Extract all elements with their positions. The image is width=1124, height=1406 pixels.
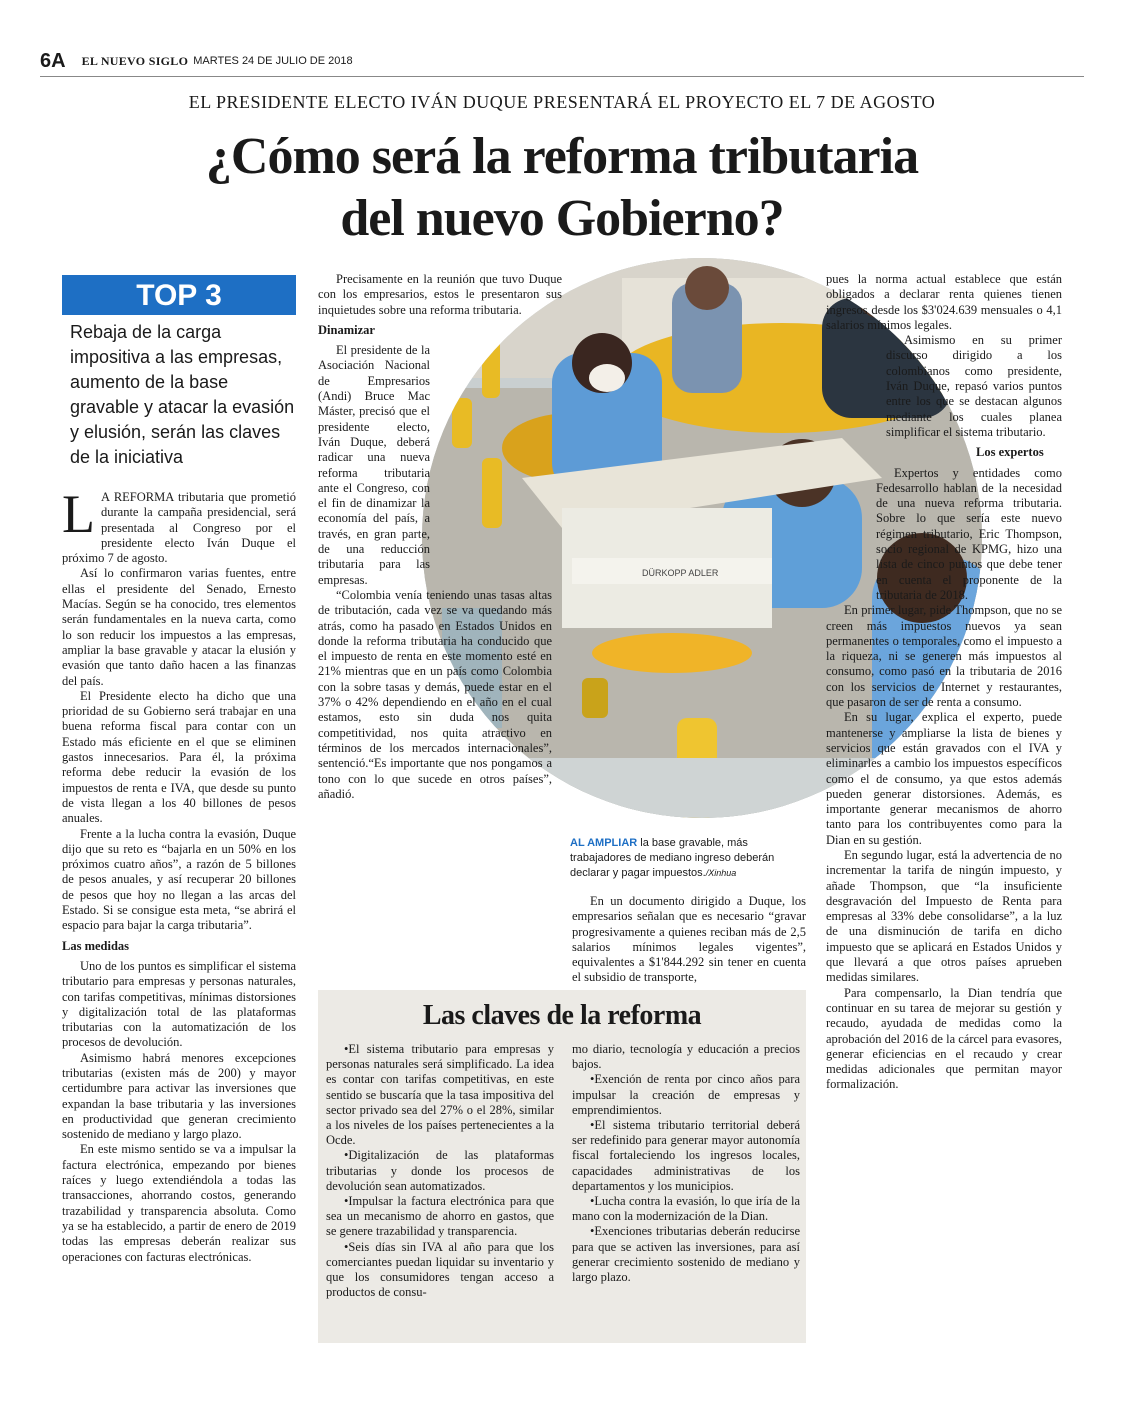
machine-brand-label: DÜRKOPP ADLER bbox=[642, 568, 719, 578]
subhead-medidas: Las medidas bbox=[62, 938, 130, 953]
key-point: •Impulsar la factura electrónica para que sea un mecanismo de ahorro en gastos, que se genere trazabilidad y transparencia. bbox=[326, 1194, 554, 1239]
subhead-expertos: Los expertos bbox=[976, 445, 1044, 460]
box-column-right bbox=[572, 1042, 800, 1285]
paragraph: “Colombia venía teniendo unas tasas altas de tributación, cada vez se va quedando más atrás, como ha pasado en Estados Unidos en donde la reforma tributaria ha conducido que el impuesto de renta en este momento esté en 21% mientras que en un país como Colombia con la sobre tasas y demás, puede estar en el 37% o 42% dependiendo en el año en el cual estamos, esto sin duda nos quita competitividad, nos quita atractivo en términos de los mercados internacionales”, sentenció.“Es importante que nos pongamos a tono con lo que sucede en otros países”, añadió. bbox=[318, 587, 552, 801]
key-points-box bbox=[318, 990, 806, 1343]
subhead-dinamizar: Dinamizar bbox=[318, 322, 375, 337]
key-point: •El sistema tributario para empresas y personas naturales será simplificado. La idea es contar con tarifas competitivas, en este sentido se buscaría que la tasa impositiva del sector privado sea del 27% o el 28%, similar a los niveles de los países pertenecientes a la Ocde. bbox=[326, 1042, 554, 1148]
paragraph: Uno de los puntos es simplificar el sistema tributario para empresas y personas naturales, con tarifas competitivas, mínimas distorsiones y digitalización total de las plataformas tributarias con la automatización de los procesos de devolución. bbox=[62, 958, 296, 1050]
box-column-left bbox=[326, 1042, 554, 1300]
paragraph: Asimismo en su primer discurso dirigido a los colombianos como presidente, Iván Duque, repasó varios puntos entre los que se destacan algunos mediante los cuales planea simplificar el sistema tributario. bbox=[886, 333, 1062, 439]
paragraph: Para compensarlo, la Dian tendría que continuar en su tarea de mejorar su gestión y recaudo, ayudada de medidas como la aprobación del 2016 de la cárcel para evasores, generar eficiencias en el recaudo y crear medidas adicionales que permitan mayor formalización. bbox=[826, 985, 1062, 1092]
article-column-3 bbox=[572, 894, 806, 986]
drop-cap: L bbox=[62, 484, 95, 544]
article-column-2 bbox=[318, 272, 562, 802]
paragraph: En este mismo sentido se va a impulsar la factura electrónica, empezando por bienes raíces y luego extendiéndola a todas las transacciones, ahorrando costos, generando trazabilidad y transparencia absoluta. Como ya se ha establecido, a partir de enero de 2019 todas las empresas deberán realizar sus operaciones con facturas electrónicas. bbox=[62, 1142, 296, 1264]
paragraph: El presidente de la Asociación Nacional de Empresarios (Andi) Bruce Mac Máster, precisó que el presidente electo, Iván Duque, deberá radicar una nueva reforma tributaria ante el Congreso, con el fin de dinamizar la economía del país, a través, en gran parte, de una reducción tributaria para las empresas. bbox=[318, 343, 430, 587]
article-column-1 bbox=[62, 484, 296, 1265]
article-headline bbox=[60, 126, 1064, 250]
page-number: 6A bbox=[40, 50, 66, 72]
article-kicker: EL PRESIDENTE ELECTO IVÁN DUQUE PRESENTARÁ EL PROYECTO EL 7 DE AGOSTO bbox=[188, 92, 936, 112]
paragraph: Expertos y entidades como Fedesarrollo hablan de la necesidad de una nueva reforma tributaria. Sobre lo que sería este nuevo régimen tributario, Eric Thompson, socio regional de KPMG, hizo una lista de cinco puntos que debe tener en cuenta el proponente de la tributaria de 2018. bbox=[876, 465, 1062, 602]
paragraph: pues la norma actual establece que están obligados a declarar renta quienes tienen ingresos desde los $3'024.639 mensuales o 4,1 salarios mínimos legales. bbox=[826, 272, 1062, 332]
photo-credit: /Xinhua bbox=[705, 868, 737, 878]
key-point: •Lucha contra la evasión, lo que iría de la mano con la modernización de la Dian. bbox=[572, 1194, 800, 1224]
paragraph: Precisamente en la reunión que tuvo Duque con los empresarios, estos le presentaron sus inquietudes sobre una reforma tributaria. bbox=[318, 272, 562, 317]
key-point-continuation: mo diario, tecnología y educación a precios bajos. bbox=[572, 1042, 800, 1072]
key-point: •Seis días sin IVA al año para que los comerciantes puedan liquidar su inventario y que los consumidores tengan acceso a productos de consu- bbox=[326, 1239, 554, 1300]
newspaper-name: EL NUEVO SIGLO bbox=[81, 54, 189, 68]
paragraph: El Presidente electo ha dicho que una prioridad de su Gobierno será trabajar en una buena reforma fiscal para contar con un Estado más eficiente en el que se eliminen gastos innecesarios. Para él, la próxima reforma debe reducir la evasión de los impuestos de renta e IVA, que desde su punto de vista llegan a los 40 billones de pesos anuales. bbox=[62, 688, 296, 826]
box-title: Las claves de la reforma bbox=[422, 1000, 702, 1031]
paragraph: Asimismo habrá menores excepciones tributarias (existen más de 200) y mayor certidumbre para activar las inversiones que expandan la base tributaria y las inversiones en productividad que generan crecimiento sostenido de mediano y largo plazo. bbox=[62, 1050, 296, 1142]
paragraph: En segundo lugar, está la advertencia de no incrementar la tarifa de ningún impuesto, y añade Thompson, que “la insuficiente desgravación del Impuesto de Renta para empresas al 33% debe consolidarse”, a la luz de una disminución de tarifa en dicho impuesto que se aplicará en Estados Unidos y que llevará a que otros países aprueben medidas similares. bbox=[826, 847, 1062, 985]
top3-summary: Rebaja de la carga impositiva a las empresas, aumento de la base gravable y atacar la evasión y elusión, serán las claves de la iniciativa bbox=[70, 322, 295, 467]
issue-date: MARTES 24 DE JULIO DE 2018 bbox=[193, 55, 353, 67]
photo-caption bbox=[570, 836, 800, 881]
paragraph: En primer lugar, pide Thompson, que no se creen más impuestos nuevos ya sean permanentes o temporales, como el impuesto a la riqueza, ni se generen más impuestos al consumo, como pasó en la tributaria de 2016 con los servicios de Internet y restaurantes, que pasaron de ser de renta a consumo. bbox=[826, 603, 1062, 710]
key-point: •Exenciones tributarias deberán reducirse para que se activen las inversiones, para así generar crecimiento sostenido de mediano y largo plazo. bbox=[572, 1224, 800, 1285]
key-point: •Exención de renta por cinco años para impulsar la creación de empresas y emprendimientos. bbox=[572, 1072, 800, 1117]
headline-line-1: ¿Cómo será la reforma tributaria bbox=[205, 128, 919, 185]
paragraph: En un documento dirigido a Duque, los empresarios señalan que es necesario “gravar progresivamente a quienes reciban más de 2,5 salarios mínimos legales vigentes”, equivalentes a $1'844.292 sin tener en cuenta el subsidio de transporte, bbox=[572, 894, 806, 985]
top3-label: TOP 3 bbox=[62, 275, 296, 315]
paragraph: Frente a la lucha contra la evasión, Duque dijo que su reto es “bajarla en un 50% en los próximos cuatro años”, a razón de 5 billones de pesos anuales, y así recuperar 20 billones de pesos que hoy no llegan a las arcas del Estado. Si se consigue esta meta, “se abrirá el espacio para bajar la carga tributaria”. bbox=[62, 826, 296, 933]
page-header bbox=[40, 46, 1084, 77]
lead-paragraph: L A REFORMA tributaria que prometió durante la campaña presidencial, será presentada al Congreso por el presidente electo Iván Duque el próximo 7 de agosto. bbox=[62, 484, 296, 566]
article-column-4 bbox=[826, 272, 1062, 1093]
key-point: •Digitalización de las plataformas tributarias y donde los procesos de devolución sean automatizados. bbox=[326, 1148, 554, 1193]
paragraph: En su lugar, explica el experto, puede mantenerse y ampliarse la lista de bienes y servicios que están gravados con el IVA y eliminarles a cambio los impuestos específicos como el de consumo, ya que estos además pueden generar distorsiones. Además, es importante generar mecanismos de ahorro tanto para los contribuyentes como para la Dian en su gestión. bbox=[826, 710, 1062, 847]
paragraph: Así lo confirmaron varias fuentes, entre ellas el presidente del Senado, Ernesto Macías. Según se ha conocido, tres elementos serán fundamentales en la nueva carta, como lo son reducir los impuestos a las empresas, ampliar la base gravable y atacar la elusión y evasión que tanto daño hacen a las finanzas del país. bbox=[62, 566, 296, 688]
caption-text: la base gravable, más trabajadores de mediano ingreso deberán declarar y pagar impuestos. bbox=[570, 837, 775, 879]
key-point: •El sistema tributario territorial deberá ser redefinido para generar mayor autonomía fiscal fortaleciendo los ingresos locales, capacidades administrativas de los departamentos y los municipios. bbox=[572, 1118, 800, 1193]
caption-lead: AL AMPLIAR bbox=[570, 837, 638, 849]
headline-line-2: del nuevo Gobierno? bbox=[340, 190, 784, 247]
